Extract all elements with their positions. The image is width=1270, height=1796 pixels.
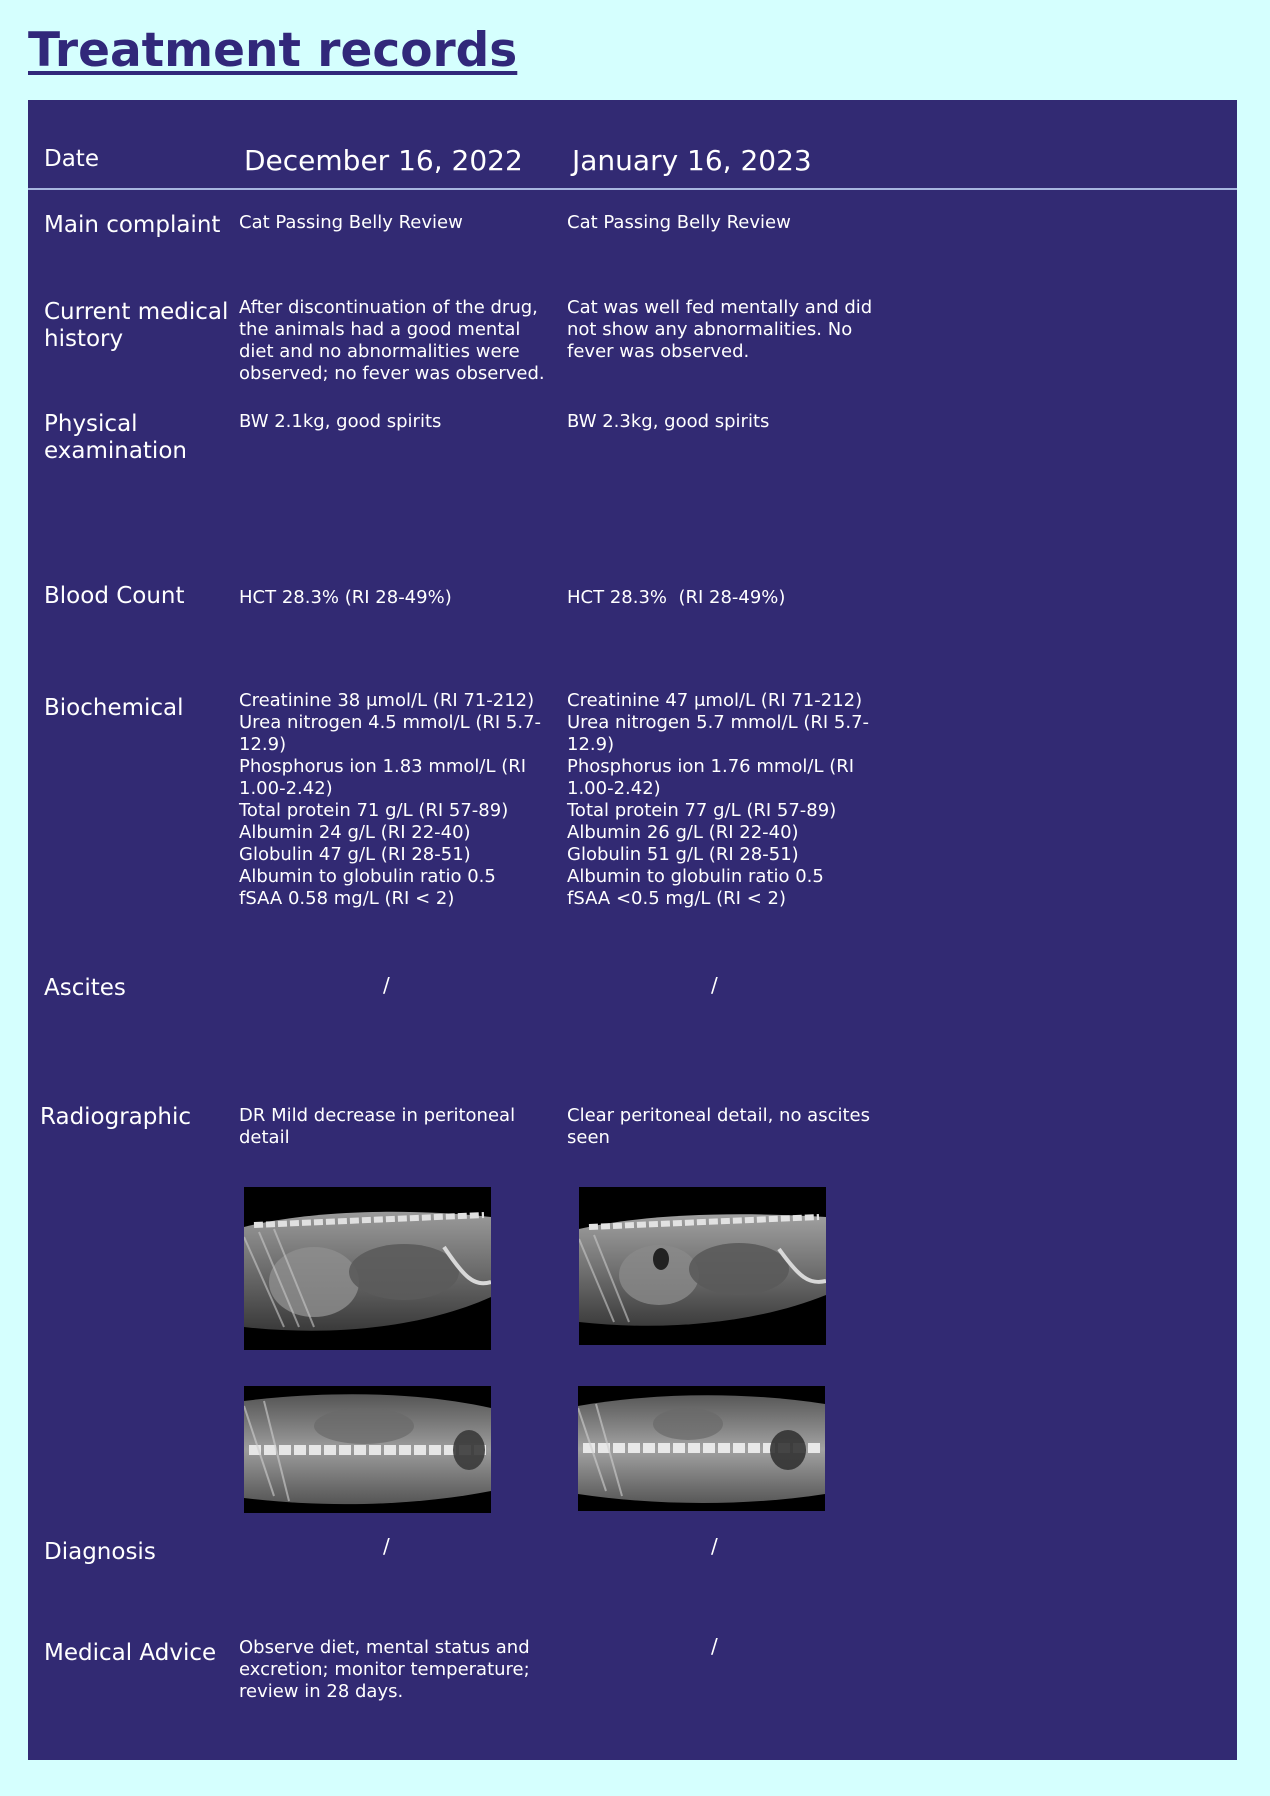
visit-2-radiographic: Clear peritoneal detail, no ascites seen (567, 1105, 870, 1148)
biochem-line: fSAA 0.58 mg/L (RI < 2) (239, 888, 455, 909)
label-diagnosis: Diagnosis (44, 1539, 156, 1565)
biochem-line: Globulin 47 g/L (RI 28-51) (239, 844, 471, 865)
visit-2-date: January 16, 2023 (572, 144, 812, 177)
biochem-line: Albumin 24 g/L (RI 22-40) (239, 822, 471, 843)
biochem-line: Creatinine 47 μmol/L (RI 71-212) (567, 690, 863, 711)
label-date: Date (44, 146, 99, 172)
radiograph-lateral-visit-2 (579, 1187, 826, 1345)
visit-1-biochemical (239, 690, 549, 910)
visit-2-physical-exam: BW 2.3kg, good spirits (567, 411, 770, 432)
biochem-line: Albumin to globulin ratio 0.5 (567, 866, 824, 887)
label-medical-advice: Medical Advice (44, 1640, 217, 1666)
biochem-line: Total protein 77 g/L (RI 57-89) (567, 800, 837, 821)
visit-1-blood-count: HCT 28.3% (RI 28-49%) (239, 587, 452, 608)
biochem-line: Phosphorus ion 1.83 mmol/L (RI 1.00-2.42) (239, 756, 527, 799)
visit-2-diagnosis: / (711, 1534, 718, 1558)
label-ascites: Ascites (44, 975, 126, 1001)
visit-2-biochemical (567, 690, 877, 910)
biochem-line: Urea nitrogen 4.5 mmol/L (RI 5.7-12.9) (239, 712, 542, 755)
label-blood-count: Blood Count (44, 583, 185, 609)
label-radiographic: Radiographic (40, 1104, 191, 1130)
biochem-line: Globulin 51 g/L (RI 28-51) (567, 844, 799, 865)
visit-2-main-complaint: Cat Passing Belly Review (567, 212, 791, 233)
label-physical-exam: Physical examination (44, 411, 187, 464)
label-main-complaint: Main complaint (44, 212, 221, 238)
visit-2-ascites: / (711, 973, 718, 997)
header-divider (28, 188, 1237, 190)
radiograph-lateral-visit-1 (244, 1187, 491, 1350)
biochem-line: Phosphorus ion 1.76 mmol/L (RI 1.00-2.42) (567, 756, 855, 799)
label-biochemical: Biochemical (44, 695, 184, 721)
visit-2-blood-count: HCT 28.3% (RI 28-49%) (567, 587, 786, 608)
radiograph-vd-visit-2 (578, 1386, 825, 1511)
visit-2-current-history: Cat was well fed mentally and did not show any abnormalities. No fever was observed. (567, 297, 873, 362)
label-current-history: Current medical history (44, 299, 229, 352)
visit-1-medical-advice: Observe diet, mental status and excretion; monitor temperature; review in 28 days. (239, 1637, 530, 1702)
biochem-line: fSAA <0.5 mg/L (RI < 2) (567, 888, 786, 909)
visit-1-physical-exam: BW 2.1kg, good spirits (239, 411, 442, 432)
biochem-line: Creatinine 38 μmol/L (RI 71-212) (239, 690, 535, 711)
radiograph-vd-visit-1 (244, 1386, 491, 1513)
visit-1-current-history: After discontinuation of the drug, the animals had a good mental diet and no abnormalities were observed; no fever was observed. (239, 297, 545, 384)
biochem-line: Urea nitrogen 5.7 mmol/L (RI 5.7-12.9) (567, 712, 870, 755)
visit-1-ascites: / (383, 973, 390, 997)
page-title: Treatment records (28, 23, 518, 78)
visit-2-medical-advice: / (711, 1634, 718, 1658)
visit-1-date: December 16, 2022 (244, 144, 523, 177)
records-table (28, 100, 1237, 1760)
biochem-line: Albumin 26 g/L (RI 22-40) (567, 822, 799, 843)
visit-1-radiographic: DR Mild decrease in peritoneal detail (239, 1105, 516, 1148)
biochem-line: Total protein 71 g/L (RI 57-89) (239, 800, 509, 821)
visit-1-diagnosis: / (383, 1534, 390, 1558)
visit-1-main-complaint: Cat Passing Belly Review (239, 212, 463, 233)
biochem-line: Albumin to globulin ratio 0.5 (239, 866, 496, 887)
